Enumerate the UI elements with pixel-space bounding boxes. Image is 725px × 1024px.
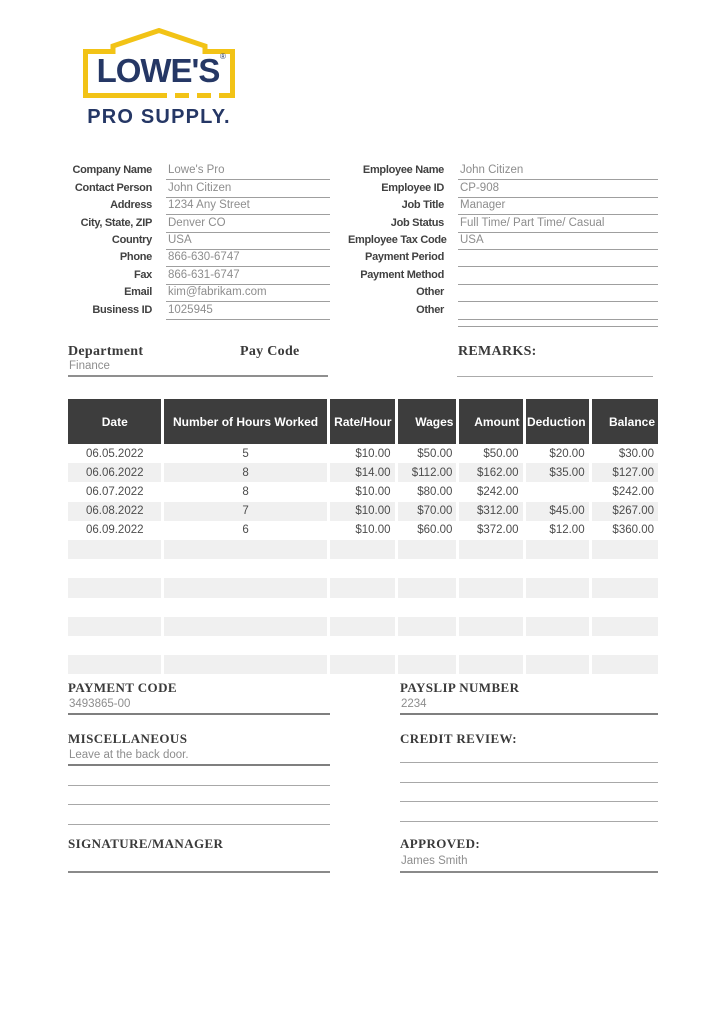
- table-cell: $70.00: [396, 502, 458, 521]
- table-cell: $267.00: [590, 502, 658, 521]
- company-field-label: City, State, ZIP: [80, 216, 152, 229]
- company-field-value: 1234 Any Street: [166, 199, 330, 215]
- employee-field-value: Full Time/ Part Time/ Casual: [458, 217, 658, 233]
- table-cell: 6: [163, 521, 328, 540]
- credit-review-blank-line: [400, 747, 658, 763]
- registered-mark: ®: [220, 52, 226, 61]
- employee-field-row: [348, 180, 658, 197]
- company-field-row: [68, 215, 330, 232]
- department-label: Department: [68, 344, 144, 359]
- table-cell: 06.09.2022: [85, 524, 144, 537]
- table-cell: $312.00: [458, 502, 524, 521]
- department-section: [68, 344, 658, 386]
- company-field-row: [68, 250, 330, 267]
- employee-field-label: Job Status: [390, 216, 444, 229]
- employee-field-value: USA: [458, 234, 658, 250]
- table-cell: [524, 540, 590, 559]
- table-cell: 8: [163, 463, 328, 482]
- lowes-house-icon: [81, 28, 237, 98]
- company-field-row: [68, 180, 330, 197]
- company-field-row: [68, 285, 330, 302]
- signature-blank-line: [68, 871, 330, 873]
- miscellaneous-section: [68, 731, 330, 825]
- table-cell: [68, 636, 163, 655]
- table-cell: [524, 578, 590, 597]
- table-cell: [328, 617, 396, 636]
- table-cell: [328, 578, 396, 597]
- company-field-label: Company Name: [72, 164, 152, 177]
- table-cell: [590, 540, 658, 559]
- table-cell: [163, 578, 328, 597]
- remarks-blank-line: [457, 376, 653, 377]
- department-value: Finance: [68, 360, 328, 377]
- employee-field-row: [348, 233, 658, 250]
- table-cell: [68, 559, 163, 578]
- table-cell: $12.00: [524, 521, 590, 540]
- table-cell: $112.00: [396, 463, 458, 482]
- table-cell: [590, 655, 658, 674]
- table-empty-row: [68, 655, 658, 674]
- table-cell: $45.00: [524, 502, 590, 521]
- table-cell: $30.00: [590, 444, 658, 463]
- pro-supply-wordmark: PRO SUPPLY.: [87, 106, 231, 128]
- employee-closing-line: [458, 320, 658, 327]
- employee-field-value: [458, 305, 658, 320]
- column-header: Date: [68, 399, 163, 444]
- employee-field-row: [348, 163, 658, 180]
- column-header: Deduction: [524, 399, 590, 444]
- table-cell: $35.00: [524, 463, 590, 482]
- table-cell: [68, 655, 163, 674]
- company-field-label: Phone: [119, 251, 152, 264]
- table-empty-row: [68, 636, 658, 655]
- table-cell: [590, 578, 658, 597]
- company-field-row: [68, 198, 330, 215]
- table-cell: [68, 540, 163, 559]
- table-cell: $360.00: [590, 521, 658, 540]
- payslip-number-label: PAYSLIP NUMBER: [400, 680, 520, 695]
- table-row: [68, 482, 658, 501]
- table-cell: [590, 559, 658, 578]
- company-field-value: kim@fabrikam.com: [166, 286, 330, 302]
- company-field-label: Business ID: [92, 303, 152, 316]
- table-row: [68, 502, 658, 521]
- table-empty-row: [68, 559, 658, 578]
- table-cell: [163, 617, 328, 636]
- employee-field-label: Payment Method: [360, 268, 444, 281]
- table-cell: [524, 655, 590, 674]
- table-cell: [163, 540, 328, 559]
- table-cell: [458, 598, 524, 617]
- lowes-wordmark: LOWE'S: [96, 52, 220, 89]
- table-cell: $10.00: [328, 482, 396, 501]
- credit-review-section: [400, 731, 658, 822]
- table-cell: $10.00: [328, 521, 396, 540]
- company-field-value: 866-630-6747: [166, 251, 330, 267]
- table-cell: [458, 636, 524, 655]
- lowes-logo: [78, 28, 240, 129]
- column-header: Number of Hours Worked: [163, 399, 328, 444]
- miscellaneous-blank-line: [68, 786, 330, 806]
- company-field-row: [68, 302, 330, 319]
- table-cell: [396, 578, 458, 597]
- table-cell: 06.07.2022: [85, 485, 144, 498]
- table-cell: $50.00: [396, 444, 458, 463]
- table-empty-row: [68, 540, 658, 559]
- company-field-row: [68, 233, 330, 250]
- table-cell: [396, 636, 458, 655]
- table-cell: [524, 482, 590, 501]
- employee-field-label: Employee Tax Code: [348, 233, 447, 246]
- table-cell: [68, 617, 163, 636]
- company-field-value: 866-631-6747: [166, 269, 330, 285]
- table-cell: 7: [163, 502, 328, 521]
- table-cell: $127.00: [590, 463, 658, 482]
- column-header: Rate/Hour: [328, 399, 396, 444]
- payment-code-value: 3493865-00: [68, 696, 330, 715]
- table-cell: [458, 540, 524, 559]
- table-cell: $14.00: [328, 463, 396, 482]
- employee-field-row: [348, 285, 658, 302]
- approved-label: APPROVED:: [400, 836, 481, 851]
- table-cell: [328, 636, 396, 655]
- column-header: Wages: [396, 399, 458, 444]
- table-cell: $162.00: [458, 463, 524, 482]
- table-cell: [328, 655, 396, 674]
- table-cell: [163, 559, 328, 578]
- table-cell: $372.00: [458, 521, 524, 540]
- employee-field-row: [348, 250, 658, 267]
- company-field-label: Email: [124, 286, 152, 299]
- table-cell: $242.00: [590, 482, 658, 501]
- signature-label: SIGNATURE/MANAGER: [68, 836, 224, 851]
- approved-section: [400, 836, 658, 873]
- table-cell: [328, 598, 396, 617]
- table-cell: [396, 598, 458, 617]
- company-field-value: Lowe's Pro: [166, 164, 330, 180]
- table-cell: $10.00: [328, 444, 396, 463]
- table-cell: $10.00: [328, 502, 396, 521]
- table-cell: [396, 540, 458, 559]
- column-header: Amount: [458, 399, 524, 444]
- table-cell: 06.08.2022: [85, 505, 144, 518]
- employee-field-label: Other: [416, 303, 444, 316]
- employee-field-value: Manager: [458, 199, 658, 215]
- table-cell: 8: [163, 482, 328, 501]
- pay-code-label: Pay Code: [240, 344, 300, 359]
- table-cell: [458, 578, 524, 597]
- table-cell: 5: [163, 444, 328, 463]
- payslip-number-section: [400, 680, 658, 715]
- company-info-section: [68, 163, 330, 320]
- table-row: [68, 521, 658, 540]
- miscellaneous-label: MISCELLANEOUS: [68, 731, 188, 746]
- table-cell: [524, 598, 590, 617]
- table-cell: [396, 559, 458, 578]
- miscellaneous-blank-line: [68, 805, 330, 825]
- wages-table: [68, 399, 658, 674]
- table-empty-row: [68, 617, 658, 636]
- table-cell: [524, 636, 590, 655]
- credit-review-blank-line: [400, 802, 658, 822]
- table-row: [68, 463, 658, 482]
- credit-review-blank-line: [400, 763, 658, 783]
- table-cell: $50.00: [458, 444, 524, 463]
- table-cell: [524, 559, 590, 578]
- payment-code-label: PAYMENT CODE: [68, 680, 177, 695]
- table-cell: 06.05.2022: [85, 447, 144, 460]
- employee-field-row: [348, 267, 658, 284]
- payslip-number-value: 2234: [400, 696, 658, 715]
- column-header: Balance: [590, 399, 658, 444]
- table-cell: [458, 617, 524, 636]
- signature-section: [68, 836, 330, 873]
- table-cell: [590, 598, 658, 617]
- table-empty-row: [68, 598, 658, 617]
- company-field-label: Fax: [133, 268, 152, 281]
- miscellaneous-blank-line: [68, 766, 330, 786]
- table-cell: $80.00: [396, 482, 458, 501]
- employee-field-label: Job Title: [401, 199, 444, 212]
- company-field-value: 1025945: [166, 304, 330, 320]
- employee-field-value: [458, 287, 658, 302]
- table-cell: [458, 655, 524, 674]
- employee-field-row: [348, 302, 658, 319]
- table-cell: [328, 559, 396, 578]
- table-cell: [590, 617, 658, 636]
- company-field-label: Address: [110, 199, 152, 212]
- table-cell: [163, 655, 328, 674]
- company-field-value: John Citizen: [166, 182, 330, 198]
- wages-table-header-row: [68, 399, 658, 444]
- table-cell: [68, 598, 163, 617]
- employee-field-label: Payment Period: [365, 251, 444, 264]
- company-field-value: USA: [166, 234, 330, 250]
- table-cell: [163, 636, 328, 655]
- table-cell: [524, 617, 590, 636]
- remarks-label: REMARKS:: [458, 344, 537, 359]
- company-field-value: Denver CO: [166, 217, 330, 233]
- table-row: [68, 444, 658, 463]
- credit-review-label: CREDIT REVIEW:: [400, 731, 517, 746]
- company-field-label: Contact Person: [74, 181, 152, 194]
- employee-field-value: [458, 252, 658, 267]
- table-cell: [68, 578, 163, 597]
- table-cell: 06.06.2022: [85, 466, 144, 479]
- company-field-label: Country: [111, 233, 152, 246]
- table-empty-row: [68, 578, 658, 597]
- employee-info-section: [348, 163, 658, 327]
- table-cell: $60.00: [396, 521, 458, 540]
- employee-field-value: [458, 270, 658, 285]
- employee-field-value: CP-908: [458, 182, 658, 198]
- table-cell: $242.00: [458, 482, 524, 501]
- employee-field-row: [348, 215, 658, 232]
- employee-field-row: [348, 198, 658, 215]
- table-cell: [396, 617, 458, 636]
- table-cell: [396, 655, 458, 674]
- table-cell: [163, 598, 328, 617]
- payment-code-section: [68, 680, 330, 715]
- employee-field-label: Employee Name: [362, 164, 444, 177]
- employee-field-label: Employee ID: [381, 181, 444, 194]
- approved-value: James Smith: [400, 855, 658, 873]
- table-cell: [590, 636, 658, 655]
- company-field-row: [68, 267, 330, 284]
- company-field-row: [68, 163, 330, 180]
- table-cell: $20.00: [524, 444, 590, 463]
- employee-field-label: Other: [416, 286, 444, 299]
- table-cell: [328, 540, 396, 559]
- credit-review-blank-line: [400, 783, 658, 803]
- employee-field-value: John Citizen: [458, 164, 658, 180]
- miscellaneous-value: Leave at the back door.: [68, 747, 330, 766]
- table-cell: [458, 559, 524, 578]
